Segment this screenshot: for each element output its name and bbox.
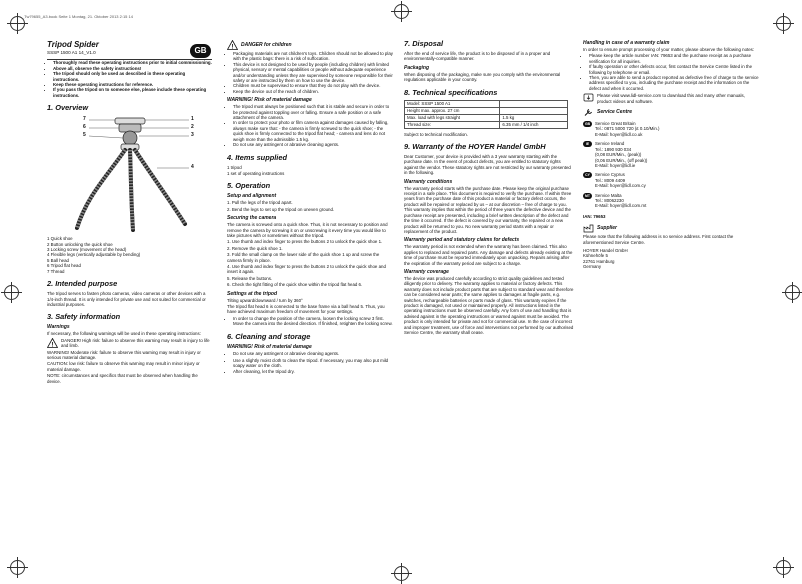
- disposal-text: After the end of service life, the product is to be disposed of in a proper and environmentally-compatible manner.: [404, 51, 551, 62]
- list-item: • Then, you are able to send a product reported as defective free of charge to the service address specified to you, including the purchase receipt and the information on the defect and when it occurred.: [589, 75, 759, 91]
- service-line: Service Malta: [595, 192, 622, 198]
- factory-icon: [583, 223, 594, 233]
- caution-text: CAUTION: low risk: failure to observe this warning may result in minor injury or material damage.: [47, 361, 200, 372]
- registration-mark-top-right: [776, 16, 791, 31]
- note-text: NOTE: circumstances and specifics that must be observed when handling the device.: [47, 373, 198, 384]
- country-flag-icon: GB: [584, 122, 591, 127]
- registration-mark-right: [785, 285, 800, 300]
- list-item: • Do not use any astringent or abrasive cleaning agents.: [233, 142, 394, 147]
- service-line: Tel.: 0871 5000 720 (£ 0.10/Min.): [595, 126, 660, 132]
- handling-heading: Handling in case of a warranty claim: [583, 40, 670, 46]
- svg-text:!: !: [51, 342, 54, 348]
- model-subtitle: SSSP 1500 A1 14_V1.0: [47, 50, 96, 55]
- table-row: [405, 100, 568, 107]
- service-line: Tel.: 8009 4409: [595, 177, 626, 183]
- list-item: 2 Button unlocking the quick shoe: [47, 241, 113, 247]
- registration-mark-bottom-center: [394, 566, 409, 581]
- securing-step: 6. Check the tight fitting of the quick shoe within the tripod flat head 6.: [227, 282, 363, 288]
- service-line: Tel.: 1890 930 034: [595, 146, 632, 152]
- callout-1: 1: [191, 116, 194, 123]
- tripod-settings-text: The tripod flat head 6 is connected to the base frame via a ball head 5. Thus, you have achieved maximum freedom of movement for your settings.: [227, 304, 385, 315]
- country-flag-icon: IE: [583, 141, 592, 147]
- subheading-coverage: Warranty coverage: [404, 268, 449, 275]
- table-cell: Max. load with legs straight: [405, 114, 500, 121]
- download-note: [583, 93, 759, 104]
- section-heading-warranty: 9. Warranty of the HOYER Handel GmbH: [404, 142, 546, 152]
- list-item: • Children must be supervised to ensure that they do not play with the device.: [233, 83, 394, 88]
- danger-children-list: [227, 51, 394, 94]
- callout-3: 3: [191, 132, 194, 139]
- subheading-tripod-settings: Settings at the tripod: [227, 290, 277, 297]
- subheading-securing: Securing the camera: [227, 215, 277, 222]
- supplied-item: 1 tripod: [227, 164, 242, 170]
- web-download-icon: [583, 93, 594, 103]
- callout-6: 6: [83, 124, 86, 131]
- column-2: [227, 40, 394, 376]
- print-file-header: _Tw79655_A3.book Seite 1 Montag, 21. Oktober 2013 2:15 14: [22, 14, 133, 19]
- list-item: 6 Tripod flat head: [47, 263, 81, 269]
- address-line: HOYER Handel GmbH: [583, 247, 628, 253]
- list-item: 3 Locking screw (movement of the head): [47, 247, 127, 253]
- supplier-heading-row: [583, 223, 759, 233]
- parts-list: [47, 236, 212, 274]
- subheading-conditions: Warranty conditions: [404, 178, 453, 185]
- address-line: 22761 Hamburg: [583, 258, 615, 264]
- intro-list: [47, 60, 212, 98]
- list-item: • Please keep the article number IAN: 79653 and the purchase receipt as a purchase verification for all inquiries.: [589, 53, 759, 64]
- service-entry: [583, 141, 759, 168]
- list-item: • Packaging materials are not children's toys. Children should not be allowed to play with the plastic bags: there is a risk of suffocation.: [233, 51, 394, 62]
- service-entry: [583, 121, 759, 137]
- service-line: Service Cyprus: [595, 172, 625, 178]
- setup-step: 1. Pull the legs of the tripod apart.: [227, 200, 293, 206]
- callout-7: 7: [83, 116, 86, 123]
- section-heading-disposal: 7. Disposal: [404, 39, 444, 48]
- wrench-icon: [583, 107, 594, 117]
- tripod-settings-list: [227, 316, 394, 327]
- column-3: [404, 40, 574, 336]
- list-item: 1 Quick shoe: [47, 236, 73, 242]
- list-item: • Keep the device out of the reach of children.: [233, 89, 394, 94]
- warranty-intro: Dear Customer, your device is provided with a 3 year warranty starting with the purchase date. In the event of product defects, you are entitled to statutory rights against the vendor. These statutory rights are not restricted by our warranty presented in the following.: [404, 154, 571, 176]
- service-line: (0,06 EUR/Min., (off peak)): [595, 157, 648, 163]
- subheading-warnings: Warnings: [47, 324, 70, 331]
- tripod-diagram: [47, 116, 212, 234]
- table-cell: 1.5 kg: [500, 114, 568, 121]
- service-line: Service Ireland: [595, 141, 625, 147]
- warning-text: WARNING! Moderate risk: failure to observe this warning may result in injury or serious material damage.: [47, 349, 201, 360]
- list-item: • In order to change the position of the camera, loosen the locking screw 3 first. Move the camera into the desired direction. If finished, retighten the locking screw.: [233, 316, 394, 327]
- list-item: • In order to protect your photo or film camera against damages caused by falling, always make sure that: - the camera is firmly screwed to the quick shoe; - the quick shoe is firmly connected to the tripod flat head; - camera and lens do not weigh more than the admissible 1.5 kg.: [233, 120, 394, 142]
- section-heading-operation: 5. Operation: [227, 181, 271, 191]
- address-line: Germany: [583, 264, 602, 270]
- table-cell: [500, 100, 568, 107]
- list-item: 7 Thread: [47, 268, 65, 274]
- section-heading-overview: 1. Overview: [47, 103, 89, 113]
- securing-step: 3. Fold the small clamp on the lower side of the quick shoe 1 up and screw the camera firmly in place.: [227, 252, 380, 263]
- supplier-heading: Supplier: [597, 225, 618, 232]
- service-heading: Service Centre: [597, 109, 633, 116]
- period-text: The warranty period is not extended when the warranty has been claimed. This also applies to replaced and repaired parts. Any damage and defects already existing at the time of purchase must be reported immediately upon unpacking. Repairs arising after the expiration of the warranty period are subject to a charge.: [404, 244, 573, 266]
- conditions-text: The warranty period starts with the purchase date. Please keep the original purchase receipt in a safe place. This document is required to verify the purchase. If within three years from the purchase date of this product a material or factory defect occurs, the product will be repaired or replaced by us – at our discretion – free of charge to you. This warranty implies that within the period of three years the defective device and the purchase receipt are presented, including a brief written description of the defect and the time it occurred. If the defect is covered by our warranty, the repaired or a new product will be returned to you. No new warranty period starts with a repair or replacement of the product.: [404, 185, 572, 234]
- list-item: • If faulty operation or other defects occur, first contact the Service Centre listed in the following by telephone or email.: [589, 64, 759, 75]
- service-entry: [583, 193, 759, 209]
- cleaning-list-1: [227, 351, 394, 356]
- warning-triangle-icon: [227, 40, 238, 50]
- tripod-settings-sub: Tilting upward/downward / turn by 360°: [227, 297, 303, 303]
- svg-text:!: !: [231, 44, 234, 50]
- country-flag-icon: CY: [583, 172, 592, 178]
- registration-mark-bottom-right: [776, 560, 791, 575]
- section-heading-safety: 3. Safety information: [47, 312, 121, 322]
- tripod-illustration: [47, 116, 212, 234]
- setup-step: 2. Bend the legs to set up the tripod on uneven ground.: [227, 206, 335, 212]
- service-line: E-Mail: hoyer@lidl.ie: [595, 162, 636, 168]
- column-1: [47, 40, 212, 385]
- service-line: Service Great Britain: [595, 121, 636, 127]
- securing-step: 5. Release the buttons.: [227, 275, 273, 281]
- specs-table: [404, 100, 568, 129]
- warning-triangle-icon: [47, 338, 58, 348]
- danger-children-heading-row: [227, 40, 394, 50]
- list-item: • After cleaning, let the tripod dry.: [233, 369, 394, 374]
- table-row: [405, 114, 568, 121]
- section-heading-purpose: 2. Intended purpose: [47, 279, 118, 289]
- supplier-note: Please note that the following address is no service address. First contact the aforementioned Service Centre.: [583, 234, 734, 245]
- service-line: (0,08 EUR/Min., (peak)): [595, 152, 642, 158]
- subheading-setup: Setup and alignment: [227, 193, 277, 200]
- service-entry: [583, 172, 759, 188]
- danger-children-heading: DANGER for children: [241, 42, 292, 48]
- address-line: Kühnehöfe 5: [583, 253, 608, 259]
- list-item: • Keep these operating instructions for reference.: [53, 82, 212, 87]
- damage-list: [227, 104, 394, 147]
- danger-text: DANGER! High risk: failure to observe this warning may result in injury to life and limb.: [61, 337, 210, 349]
- table-row: [405, 121, 568, 128]
- section-heading-cleaning: 6. Cleaning and storage: [227, 331, 311, 341]
- purpose-text: The tripod serves to fasten photo cameras, video cameras or other devices with a 1/4-inch thread. It is only intended for private use and not suited for commercial or industrial purposes.: [47, 291, 206, 307]
- registration-mark-bottom-left: [10, 560, 25, 575]
- securing-step: 4. Use thumb and index finger to press the buttons 2 to unlock the quick shoe and insert it again.: [227, 263, 386, 275]
- list-item: • Thoroughly read these operating instructions prior to initial commissioning.: [53, 60, 212, 65]
- coverage-text: The device was produced carefully according to strict quality guidelines and tested diligently prior to delivery. The warranty applies to material or factory defects. This warranty does not include product parts that are subject to standard wear and therefore can be considered wear parts; the same applies to damages at fragile parts, e.g. switches, rechargeable batteries or parts made of glass. This warranty expires if the product is damaged, not used or maintained properly. All instructions listed in the operating instructions must be observed carefully. Any form of use and handling that is advised against in the operating instructions or warned against must be avoided. The product is only intended for private and not for commercial use. In the case of incorrect and improper treatment, use of force and interventions not performed by our authorised Service Centre, the warranty shall cease.: [404, 275, 574, 335]
- callout-5: 5: [83, 132, 86, 139]
- list-item: 4 Flexible legs (vertically adjustable by bending): [47, 252, 141, 258]
- registration-mark-left: [4, 285, 19, 300]
- list-item: • Do not use any astringent or abrasive cleaning agents.: [233, 351, 394, 356]
- list-item: • The tripod must always be positioned such that it is stable and secure in order to be protected against toppling over or falling. Ensure a safe position or a safe attachment of the camera.: [233, 104, 394, 120]
- list-item: • This device is not designed to be used by people (including children) with limited physical, sensory or mental capabilities or people without adequate experience and/or understanding unless they are supervised by someone responsible for their safety or are instructed by them on how to use the device.: [233, 62, 394, 84]
- securing-text: The camera is screwed onto a quick shoe. Thus, it is not necessary to position and remove the camera by screwing it on or unscrewing it every time you would like to take pictures with or sometimes without the tripod.: [227, 222, 388, 238]
- cleaning-list-2: [227, 358, 394, 374]
- table-row: [405, 107, 568, 114]
- table-cell: [500, 107, 568, 114]
- list-item: 5 Ball head: [47, 257, 69, 263]
- damage-heading: WARNING! Risk of material damage: [227, 97, 312, 104]
- service-line: E-Mail: hoyer@lidl.co.uk: [595, 131, 643, 137]
- registration-mark-top-center: [394, 4, 409, 19]
- service-line: E-Mail: hoyer@lidl.com.cy: [595, 183, 646, 189]
- subheading-period: Warranty period and statutory claims for defects: [404, 237, 520, 244]
- section-heading-specs: 8. Technical specifications: [404, 87, 498, 97]
- supplied-item: 1 set of operating instructions: [227, 170, 285, 176]
- section-heading-supplied: 4. Items supplied: [227, 152, 287, 162]
- handling-intro: In order to ensure prompt processing of your matter, please observe the following notes:: [583, 47, 755, 52]
- table-cell: 6.35 mm / 1/4 inch: [500, 121, 568, 128]
- list-item: • Above all, observe the safety instructions!: [53, 66, 212, 71]
- download-text: Please visit www.lidl-service.com to download this and many other manuals, product videos and software.: [597, 93, 745, 104]
- specs-note: Subject to technical modification.: [404, 131, 468, 137]
- service-heading-row: [583, 107, 759, 117]
- country-flag-icon: MT: [583, 193, 592, 199]
- list-item: • Use a slightly moist cloth to clean the tripod. If necessary, you may also put mild soapy water on the cloth.: [233, 358, 394, 369]
- table-cell: Thread size:: [405, 121, 500, 128]
- table-cell: Height max. approx. 27 cm: [405, 107, 500, 114]
- document-title: Tripod Spider: [47, 40, 99, 49]
- callout-2: 2: [191, 124, 194, 131]
- service-line: Tel.: 80062230: [595, 197, 624, 203]
- ian-number: IAN: 79653: [583, 213, 606, 219]
- subheading-packaging: Packaging: [404, 64, 430, 71]
- warnings-intro: If necessary, the following warnings will be used in these operating instructions:: [47, 331, 201, 337]
- table-cell: Model: SSSP 1500 A1: [405, 100, 500, 107]
- list-item: • The tripod should only be used as described in these operating instructions.: [53, 71, 212, 82]
- language-badge: GB: [190, 44, 211, 58]
- securing-step: 2. Remove the quick shoe 1.: [227, 245, 283, 251]
- supplier-address: [583, 248, 759, 270]
- cleaning-warning: WARNING! Risk of material damage: [227, 343, 312, 350]
- danger-note: [47, 338, 212, 349]
- service-line: E-Mail: hoyer@lidl.com.mt: [595, 203, 647, 209]
- packaging-text: When disposing of the packaging, make sure you comply with the environmental regulations applicable in your country.: [404, 71, 561, 83]
- securing-step: 1. Use thumb and index finger to press the buttons 2 to unlock the quick shoe 1.: [227, 239, 383, 245]
- callout-4: 4: [191, 164, 194, 171]
- list-item: • If you pass the tripod on to someone else, please include these operating instructions.: [53, 87, 212, 98]
- handling-list: [583, 53, 759, 91]
- column-4: [583, 40, 759, 270]
